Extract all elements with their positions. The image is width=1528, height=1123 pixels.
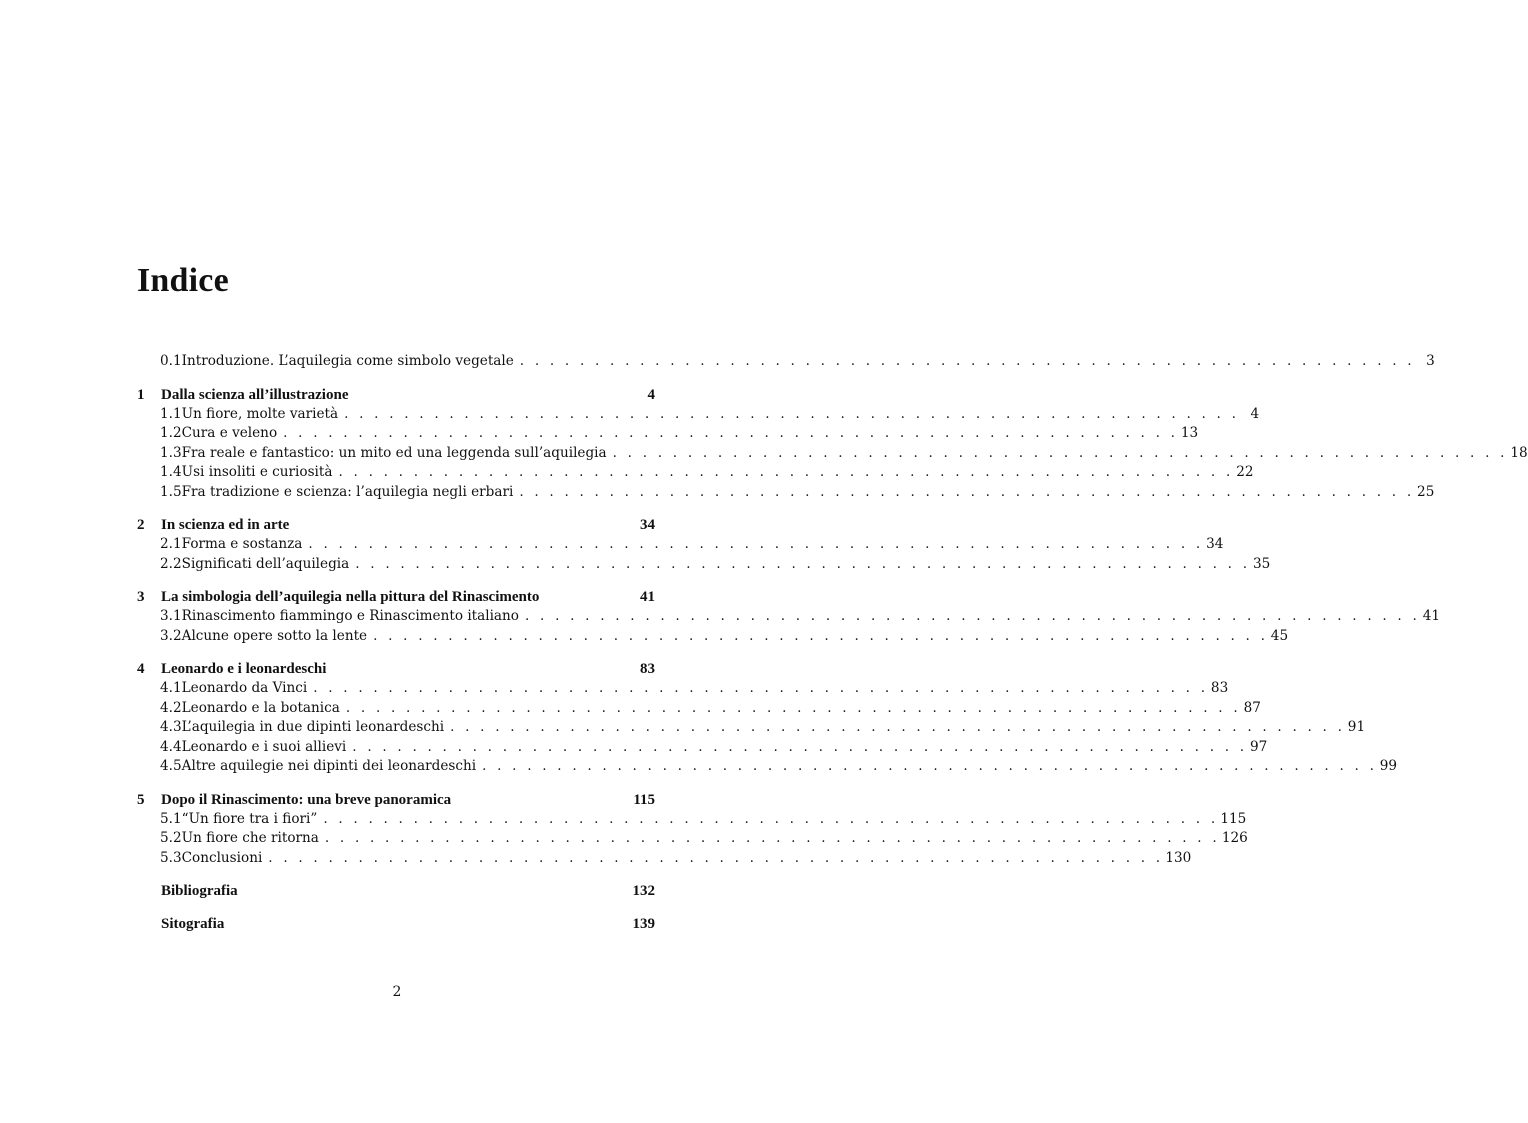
toc-entry-page: 115 (633, 791, 655, 808)
dot-leader: . . . . . . . . . . . . . . . . . . . . . . . . . . . . . . . . . . . . . . . . . . . . . . . . . . . . . . . . . . . . (345, 699, 1241, 716)
dot-leader: . . . . . . . . . . . . . . . . . . . . . . . . . . . . . . . . . . . . . . . . . . . . . . . . . . . . . . . . . . . . (338, 464, 1234, 480)
dot-leader: . . . . . . . . . . . . . . . . . . . . . . . . . . . . . . . . . . . . . . . . . . . . . . . . . . . . . . . . . . . . (323, 810, 1219, 827)
toc-entry-title: Leonardo e i suoi allievi (181, 738, 347, 755)
toc-section-entry[interactable] (137, 405, 1260, 425)
toc-entry-title: “Un fiore tra i fiori” (181, 810, 318, 827)
toc-entry-page: 41 (640, 589, 655, 605)
toc-entry-number: 1 (137, 386, 145, 403)
toc-entry-title: Leonardo da Vinci (181, 680, 308, 696)
toc-entry-page: 97 (1250, 738, 1268, 755)
dot-leader: . . . . . . . . . . . . . . . . . . . . . . . . . . . . . . . . . . . . . . . . . . . . . . . . . . . . . . . . . . . . (612, 444, 1508, 461)
toc-section-entry[interactable] (137, 718, 1366, 738)
toc-entry-page: 34 (640, 517, 655, 533)
toc-entry-title: Cura e veleno (181, 425, 278, 441)
dot-leader: . . . . . . . . . . . . . . . . . . . . . . . . . . . . . . . . . . . . . . . . . . . . . . . . . . . . . . . . . . . . (308, 536, 1204, 552)
toc-entry-title: Rinascimento fiammingo e Rinascimento italiano (181, 608, 519, 624)
toc-section-entry[interactable] (137, 483, 1435, 503)
toc-chapter-entry[interactable] (137, 790, 655, 810)
toc-entry-number: 2.2 (160, 555, 182, 572)
toc-section-entry[interactable] (137, 810, 1247, 830)
table-of-contents (137, 352, 1528, 934)
toc-entry-number: 5.3 (160, 849, 182, 866)
toc-entry-title: Leonardo e la botanica (181, 699, 340, 716)
toc-entry-number: 0.1 (160, 353, 182, 369)
toc-entry-page: 35 (1252, 555, 1271, 572)
toc-entry-title: Conclusioni (181, 849, 263, 866)
toc-entry-number: 4.3 (160, 719, 182, 735)
toc-entry-title: La simbologia dell’aquilegia nella pittura del Rinascimento (161, 589, 540, 605)
toc-entry-page: 139 (632, 916, 655, 932)
dot-leader: . . . . . . . . . . . . . . . . . . . . . . . . . . . . . . . . . . . . . . . . . . . . . . . . . . . . . . . . . . . . (519, 353, 1415, 369)
dot-leader: . . . . . . . . . . . . . . . . . . . . . . . . . . . . . . . . . . . . . . . . . . . . . . . . . . . . . . . . . . . . (519, 483, 1415, 500)
toc-chapter-entry[interactable] (137, 385, 655, 405)
page-title: Indice (137, 262, 229, 299)
toc-entry-page: 132 (632, 883, 655, 899)
toc-entry-number: 4.1 (160, 680, 182, 696)
toc-entry-page: 45 (1270, 627, 1289, 644)
toc-entry-number: 5.1 (160, 810, 182, 827)
toc-section-entry[interactable] (137, 738, 1268, 758)
toc-section-entry[interactable] (137, 699, 1261, 719)
toc-entry-title: Leonardo e i leonardeschi (161, 661, 327, 677)
toc-entry-number: 4.5 (160, 758, 182, 774)
toc-entry-title: Sitografia (161, 916, 225, 932)
toc-chapter-entry[interactable] (137, 881, 655, 901)
toc-entry-page: 99 (1379, 758, 1398, 774)
toc-entry-title: Un fiore che ritorna (181, 830, 319, 846)
toc-chapter-entry[interactable] (137, 659, 655, 679)
toc-entry-page: 34 (1206, 536, 1224, 552)
toc-entry-number: 3.2 (160, 627, 182, 644)
dot-leader: . . . . . . . . . . . . . . . . . . . . . . . . . . . . . . . . . . . . . . . . . . . . . . . . . . . . . . . . . . . . (482, 758, 1378, 774)
toc-entry-number: 1.2 (160, 425, 182, 441)
toc-entry-title: In scienza ed in arte (161, 517, 290, 533)
dot-leader: . . . . . . . . . . . . . . . . . . . . . . . . . . . . . . . . . . . . . . . . . . . . . . . . . . . . . . . . . . . . (355, 555, 1251, 572)
dot-leader: . . . . . . . . . . . . . . . . . . . . . . . . . . . . . . . . . . . . . . . . . . . . . . . . . . . . . . . . . . . . (450, 719, 1346, 735)
toc-section-entry[interactable] (137, 555, 1271, 575)
dot-leader: . . . . . . . . . . . . . . . . . . . . . . . . . . . . . . . . . . . . . . . . . . . . . . . . . . . . . . . . . . . . (268, 849, 1164, 866)
toc-entry-page: 126 (1221, 830, 1248, 846)
toc-entry-title: Dopo il Rinascimento: una breve panoramica (161, 791, 452, 808)
toc-entry-page: 18 (1510, 444, 1528, 461)
toc-chapter-entry[interactable] (137, 587, 655, 607)
toc-entry-page: 22 (1236, 464, 1254, 480)
toc-section-entry[interactable] (137, 463, 1254, 483)
dot-leader: . . . . . . . . . . . . . . . . . . . . . . . . . . . . . . . . . . . . . . . . . . . . . . . . . . . . . . . . . . . . (524, 608, 1420, 624)
toc-entry-title: Altre aquilegie nei dipinti dei leonardeschi (181, 758, 477, 774)
toc-entry-page: 83 (640, 661, 655, 677)
toc-entry-page: 130 (1165, 849, 1192, 866)
toc-entry-title: Fra tradizione e scienza: l’aquilegia negli erbari (181, 483, 514, 500)
toc-entry-page: 3 (1426, 353, 1435, 369)
dot-leader: . . . . . . . . . . . . . . . . . . . . . . . . . . . . . . . . . . . . . . . . . . . . . . . . . . . . . . . . . . . . (344, 405, 1240, 422)
dot-leader: . . . . . . . . . . . . . . . . . . . . . . . . . . . . . . . . . . . . . . . . . . . . . . . . . . . . . . . . . . . . (373, 627, 1269, 644)
toc-entry-number: 1.1 (160, 405, 182, 422)
toc-entry-number: 1.5 (160, 483, 182, 500)
toc-entry-number: 4.2 (160, 699, 182, 716)
toc-entry-page: 41 (1422, 608, 1440, 624)
toc-entry-page: 91 (1347, 719, 1366, 735)
toc-entry-title: Dalla scienza all’illustrazione (161, 386, 349, 403)
toc-entry-page: 4 (647, 386, 655, 403)
dot-leader: . . . . . . . . . . . . . . . . . . . . . . . . . . . . . . . . . . . . . . . . . . . . . . . . . . . . . . . . . . . . (352, 738, 1248, 755)
toc-entry-title: Usi insoliti e curiosità (181, 464, 333, 480)
toc-section-entry[interactable] (137, 352, 1435, 372)
toc-entry-title: Forma e sostanza (181, 536, 303, 552)
toc-entry-page: 13 (1180, 425, 1199, 441)
toc-section-entry[interactable] (137, 627, 1289, 647)
dot-leader: . . . . . . . . . . . . . . . . . . . . . . . . . . . . . . . . . . . . . . . . . . . . . . . . . . . . . . . . . . . . (313, 680, 1209, 696)
toc-section-entry[interactable] (137, 607, 1440, 627)
toc-entry-title: Un fiore, molte varietà (181, 405, 339, 422)
dot-leader: . . . . . . . . . . . . . . . . . . . . . . . . . . . . . . . . . . . . . . . . . . . . . . . . . . . . . . . . . . . . (324, 830, 1220, 846)
toc-entry-number: 4.4 (160, 738, 182, 755)
toc-entry-page: 115 (1220, 810, 1247, 827)
toc-entry-number: 2.1 (160, 536, 182, 552)
toc-section-entry[interactable] (137, 535, 1224, 555)
toc-entry-number: 2 (137, 517, 145, 533)
toc-entry-page: 4 (1250, 405, 1260, 422)
toc-section-entry[interactable] (137, 679, 1229, 699)
toc-entry-number: 5 (137, 791, 145, 808)
toc-entry-title: L’aquilegia in due dipinti leonardeschi (181, 719, 445, 735)
toc-entry-title: Alcune opere sotto la lente (181, 627, 368, 644)
toc-entry-title: Introduzione. L’aquilegia come simbolo vegetale (181, 353, 514, 369)
toc-entry-page: 87 (1243, 699, 1261, 716)
toc-section-entry[interactable] (137, 424, 1199, 444)
toc-section-entry[interactable] (137, 849, 1192, 869)
page-number: 2 (392, 984, 402, 1000)
toc-entry-number: 4 (137, 661, 145, 677)
toc-section-entry[interactable] (137, 444, 1528, 464)
toc-chapter-entry[interactable] (137, 515, 655, 535)
toc-entry-number: 1.3 (160, 444, 182, 461)
toc-entry-number: 3.1 (160, 608, 182, 624)
toc-entry-number: 1.4 (160, 464, 182, 480)
toc-entry-number: 3 (137, 589, 145, 605)
toc-entry-title: Bibliografia (161, 883, 238, 899)
toc-entry-page: 25 (1417, 483, 1435, 500)
toc-section-entry[interactable] (137, 757, 1398, 777)
toc-entry-number: 5.2 (160, 830, 182, 846)
toc-entry-page: 83 (1210, 680, 1229, 696)
toc-chapter-entry[interactable] (137, 914, 655, 934)
dot-leader: . . . . . . . . . . . . . . . . . . . . . . . . . . . . . . . . . . . . . . . . . . . . . . . . . . . . . . . . . . . . (283, 425, 1179, 441)
toc-entry-title: Significati dell’aquilegia (181, 555, 350, 572)
toc-section-entry[interactable] (137, 829, 1248, 849)
toc-entry-title: Fra reale e fantastico: un mito ed una leggenda sull’aquilegia (181, 444, 607, 461)
